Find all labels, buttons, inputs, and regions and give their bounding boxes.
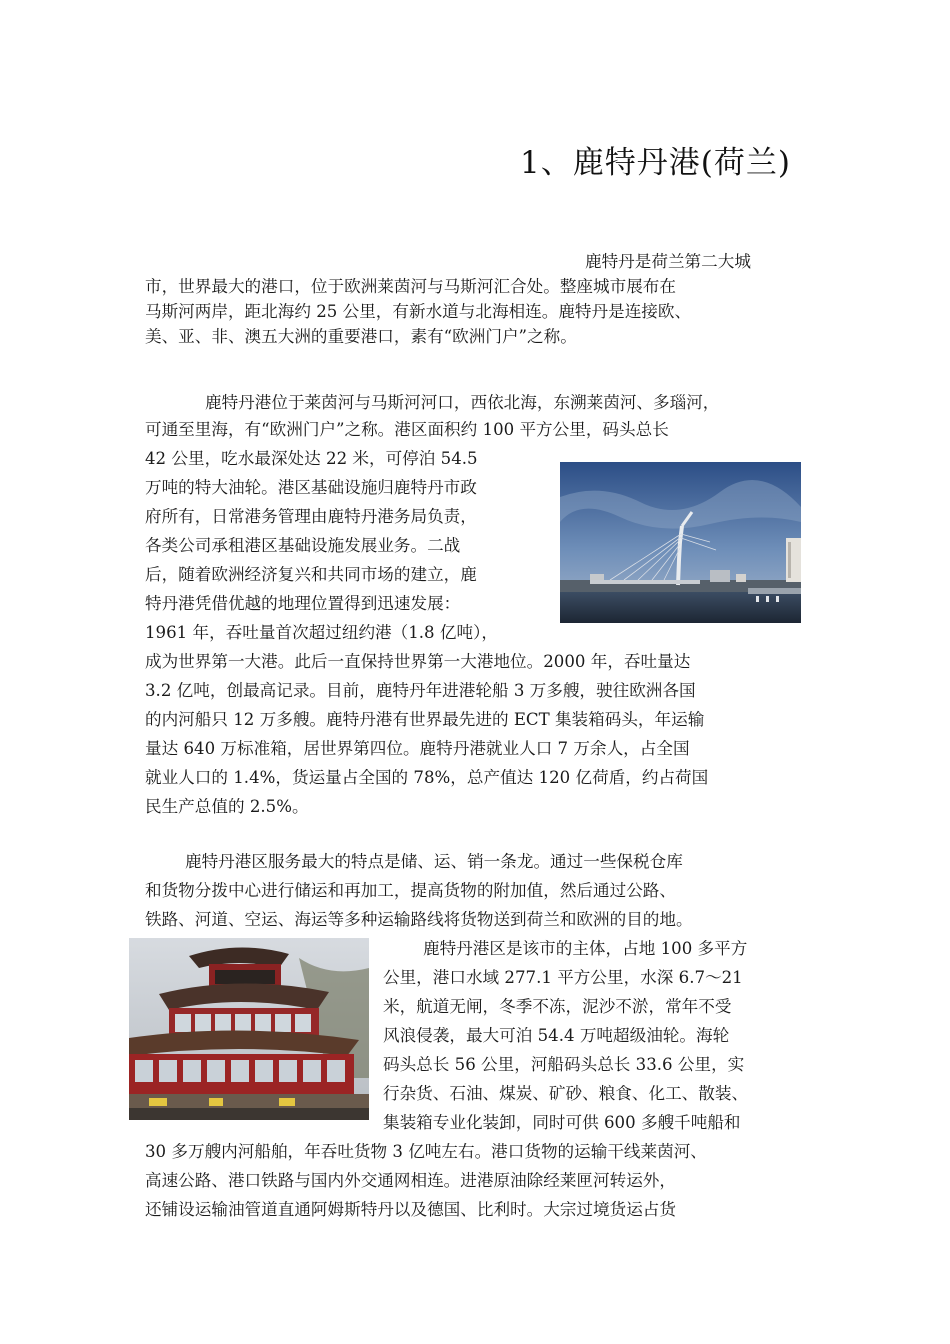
text-line: 鹿特丹港位于莱茵河与马斯河河口，西依北海，东溯莱茵河、多瑙河， [205, 393, 720, 412]
text-line: 30 多万艘内河船舶，年吞吐货物 3 亿吨左右。港口货物的运输干线莱茵河、 [145, 1142, 707, 1161]
text-line: 和货物分拨中心进行储运和再加工，提高货物的附加值，然后通过公路、 [145, 881, 676, 900]
text-line: 民生产总值的 2.5%。 [145, 797, 309, 816]
text-line: 府所有，日常港务管理由鹿特丹港务局负责， [145, 507, 477, 526]
text-line: 鹿特丹是荷兰第二大城 [585, 252, 751, 271]
text-line: 1961 年，吞吐量首次超过纽约港（1.8 亿吨）， [145, 623, 498, 642]
building-image [129, 938, 369, 1120]
text-line: 鹿特丹港区服务最大的特点是储、运、销一条龙。通过一些保税仓库 [185, 852, 683, 871]
text-line: 的内河船只 12 万多艘。鹿特丹港有世界最先进的 ECT 集装箱码头，年运输 [145, 710, 705, 729]
text-line: 万吨的特大油轮。港区基础设施归鹿特丹市政 [145, 478, 477, 497]
page-title: 1、鹿特丹港(荷兰) [520, 145, 791, 181]
text-line: 成为世界第一大港。此后一直保持世界第一大港地位。2000 年，吞吐量达 [145, 652, 691, 671]
bridge-photo [560, 462, 801, 623]
text-line: 市，世界最大的港口，位于欧洲莱茵河与马斯河汇合处。整座城市展布在 [145, 277, 676, 296]
text-line: 行杂货、石油、煤炭、矿砂、粮食、化工、散装、 [383, 1084, 749, 1103]
text-line: 铁路、河道、空运、海运等多种运输路线将货物送到荷兰和欧洲的目的地。 [145, 910, 693, 929]
text-line: 码头总长 56 公里，河船码头总长 33.6 公里，实 [383, 1055, 745, 1074]
text-line: 还铺设运输油管道直通阿姆斯特丹以及德国、比利时。大宗过境货运占货 [145, 1200, 676, 1219]
text-line: 3.2 亿吨，创最高记录。目前，鹿特丹年进港轮船 3 万多艘，驶往欧洲各国 [145, 681, 696, 700]
text-line: 就业人口的 1.4%，货运量占全国的 78%，总产值达 120 亿荷盾，约占荷国 [145, 768, 709, 787]
text-line: 42 公里，吃水最深处达 22 米，可停泊 54.5 [145, 449, 478, 468]
text-line: 公里，港口水域 277.1 平方公里，水深 6.7～21 [383, 968, 743, 987]
text-line: 马斯河两岸，距北海约 25 公里，有新水道与北海相连。鹿特丹是连接欧、 [145, 302, 692, 321]
bridge-image [560, 462, 801, 623]
text-line: 特丹港凭借优越的地理位置得到迅速发展： [145, 594, 461, 613]
text-line: 米，航道无闸，冬季不冻，泥沙不淤，常年不受 [383, 997, 732, 1016]
text-line: 量达 640 万标准箱，居世界第四位。鹿特丹港就业人口 7 万余人，占全国 [145, 739, 690, 758]
text-line: 美、亚、非、澳五大洲的重要港口，素有“欧洲门户”之称。 [145, 327, 577, 346]
pagoda-building-photo [129, 938, 369, 1120]
text-line: 各类公司承租港区基础设施发展业务。二战 [145, 536, 461, 555]
text-line: 可通至里海，有“欧洲门户”之称。港区面积约 100 平方公里，码头总长 [145, 420, 669, 439]
text-line: 鹿特丹港区是该市的主体，占地 100 多平方 [423, 939, 748, 958]
text-line: 后，随着欧洲经济复兴和共同市场的建立，鹿 [145, 565, 477, 584]
text-line: 风浪侵袭，最大可泊 54.4 万吨超级油轮。海轮 [383, 1026, 730, 1045]
text-line: 高速公路、港口铁路与国内外交通网相连。进港原油除经莱匣河转运外， [145, 1171, 676, 1190]
text-line: 集装箱专业化装卸，同时可供 600 多艘千吨船和 [383, 1113, 741, 1132]
